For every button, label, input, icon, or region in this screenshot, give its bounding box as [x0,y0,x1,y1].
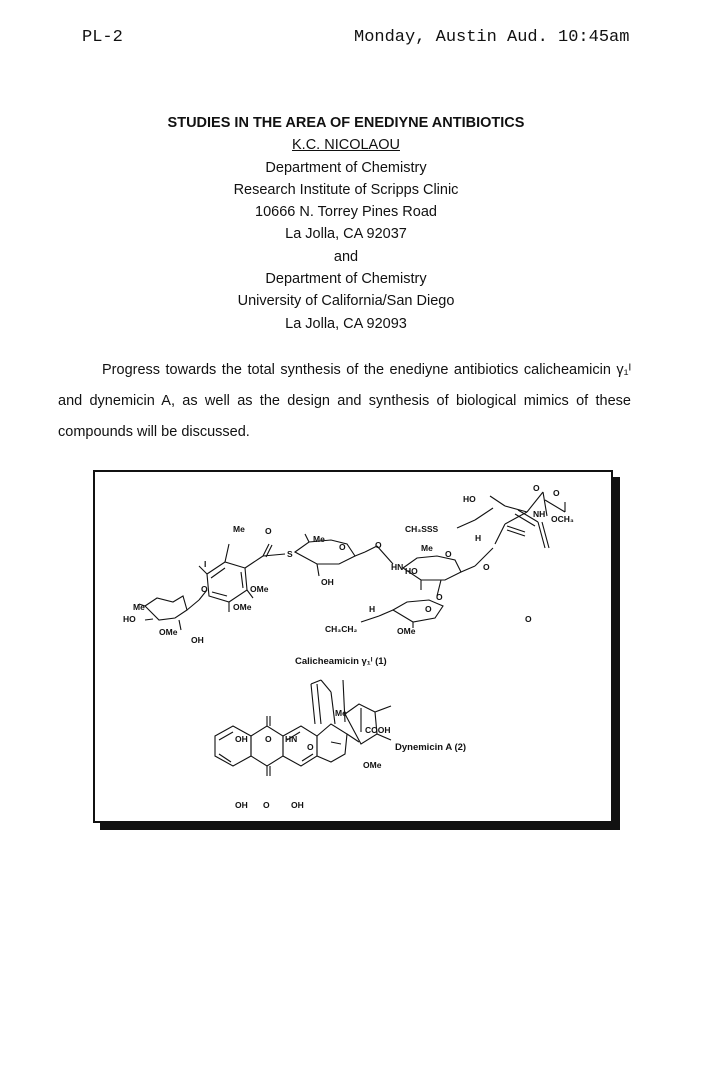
affiliation-line: and [333,248,359,265]
affiliation-line: 10666 N. Torrey Pines Road [255,204,437,221]
atom-label: OMe [233,602,252,612]
session-time-location: Monday, Austin Aud. 10:45am [354,28,630,47]
atom-label: Me [233,524,245,534]
calicheamicin-structure [139,492,565,630]
affiliation-line: La Jolla, CA 92093 [285,315,407,332]
atom-label: O [525,614,532,624]
atom-label: OH [235,734,248,744]
atom-label: Me [313,534,325,544]
atom-label: OH [235,800,248,810]
dynemicin-caption: Dynemicin A (2) [395,742,467,753]
session-code: PL-2 [82,28,123,47]
atom-label: OH [291,800,304,810]
chemical-structures-drawing [95,472,611,821]
atom-label: O [425,604,432,614]
atom-label: O [307,742,314,752]
atom-label: O [533,483,540,493]
atom-label: NH [533,509,546,519]
atom-label: O [339,542,346,552]
structure-labels [123,483,574,810]
abstract-paragraph [58,355,631,448]
structures-figure [93,470,613,823]
atom-label: H [369,604,376,614]
atom-label: COOH [365,725,391,735]
affiliation-line: Department of Chemistry [265,271,427,288]
atom-label: HO [123,614,136,624]
atom-label: O [201,584,208,594]
atom-label: OMe [250,584,269,594]
atom-label: OH [321,577,334,587]
atom-label: HN [391,562,404,572]
atom-label: Me [421,543,433,553]
affiliation-line: Department of Chemistry [265,159,427,176]
abstract-text: Progress towards the total synthesis of the enediyne antibiotics calicheamicin γ₁ᴵ and dynemicin A, as well as the design and synthesis of biological mimics of these compounds will be discussed. [58,362,631,440]
atom-label: OCH₃ [551,514,574,524]
atom-label: Me [133,602,145,612]
atom-label: OH [191,635,204,645]
atom-label: CH₃SSS [405,524,439,534]
atom-label: HO [463,494,476,504]
atom-label: OMe [363,760,382,770]
atom-label: O [436,592,443,602]
atom-label: H [475,533,482,543]
atom-label: S [287,549,293,559]
atom-label: O [553,488,560,498]
atom-label: O [263,800,270,810]
atom-label: O [375,540,382,550]
atom-label: OMe [397,626,416,636]
atom-label: O [265,526,272,536]
calicheamicin-caption: Calicheamicin γ₁ᴵ (1) [295,656,387,667]
atom-label: I [204,559,207,569]
atom-label: HO [405,566,418,576]
atom-label: Me [335,708,347,718]
affiliation-line: University of California/San Diego [237,293,455,310]
affiliation-line: La Jolla, CA 92037 [285,226,407,243]
atom-label: CH₃CH₂ [325,624,358,634]
atom-label: OMe [159,627,178,637]
affiliation-line: Research Institute of Scripps Clinic [233,181,459,198]
atom-label: HN [285,734,298,744]
paper-title: STUDIES IN THE AREA OF ENEDIYNE ANTIBIOTICS [167,115,525,131]
atom-label: O [445,549,452,559]
atom-label: O [265,734,272,744]
author-name: K.C. NICOLAOU [292,137,400,154]
title-block [0,112,692,335]
atom-label: O [483,562,490,572]
